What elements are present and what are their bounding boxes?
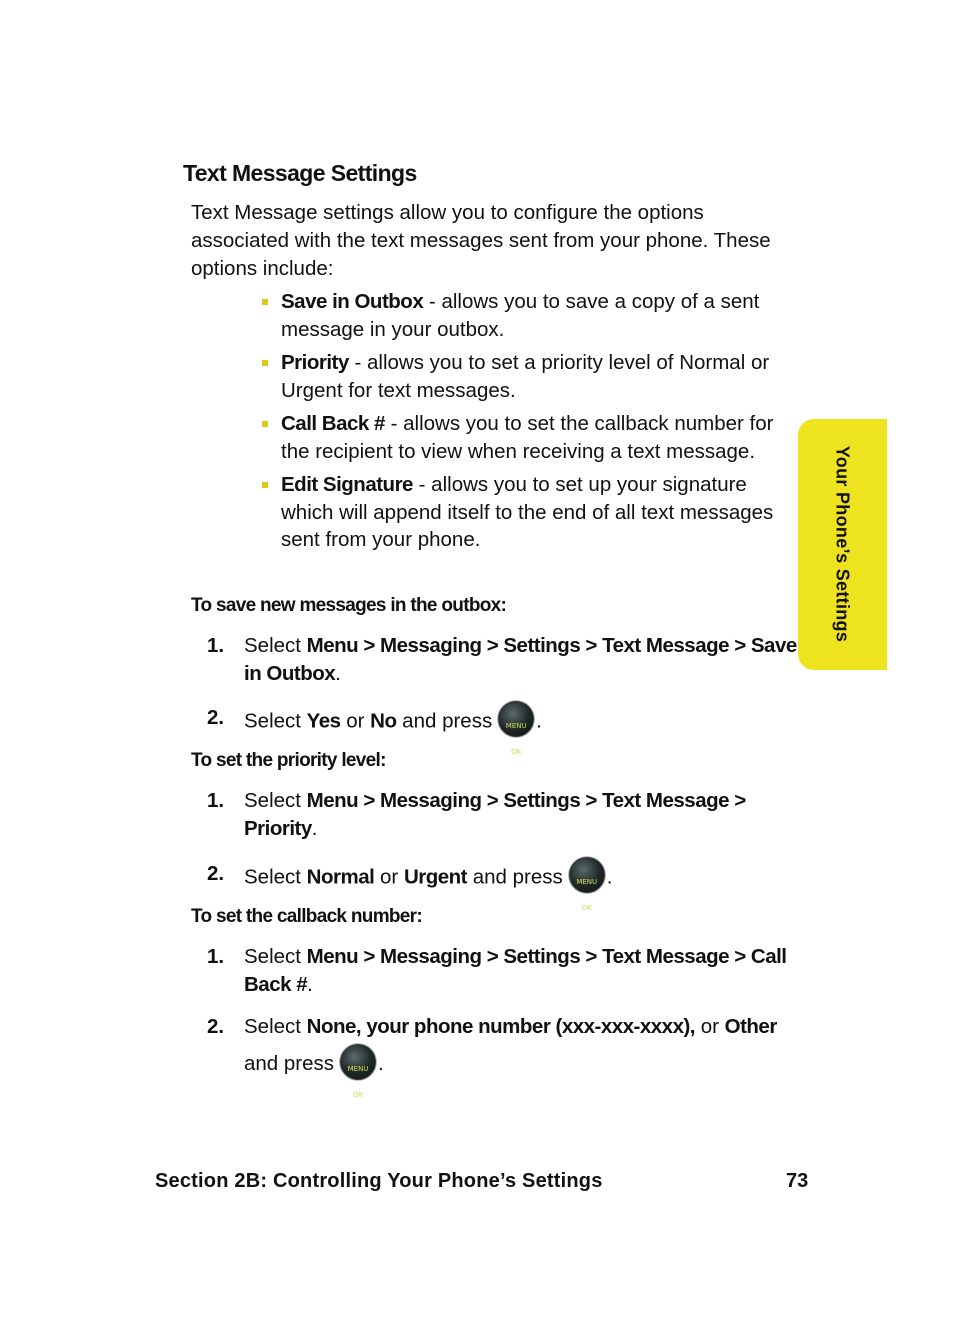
step-number: 2.: [207, 1015, 225, 1038]
step-text: Select: [244, 865, 307, 889]
section-side-tab: [798, 419, 887, 670]
footer-section-title: Section 2B: Controlling Your Phone’s Settings: [155, 1170, 603, 1192]
menu-ok-icon: MENU OK: [498, 701, 534, 737]
step-text: and press: [467, 865, 563, 889]
step-text: and press: [396, 709, 493, 733]
step-text: .: [311, 817, 318, 840]
step-text: or: [695, 1015, 725, 1038]
step-text: .: [606, 865, 613, 889]
step-text: Select: [244, 1015, 307, 1038]
step-text: Select: [244, 789, 307, 812]
step-2: [207, 1008, 807, 1099]
intro-paragraph: Text Message settings allow you to configure the options associated with the text messages sent from your phone. These options include:: [191, 201, 771, 280]
option-label: Other: [724, 1015, 777, 1038]
step-text: .: [307, 973, 313, 996]
step-1: [207, 632, 807, 688]
subsection-title: To save new messages in the outbox:: [191, 595, 507, 616]
option-label: Normal: [306, 865, 375, 889]
option-description: - allows you to set the callback number for the recipient to view when receiving a text message.: [281, 412, 774, 463]
menu-ok-icon: MENU OK: [569, 857, 605, 893]
step-2: [207, 704, 807, 756]
step-text: Select: [244, 634, 307, 657]
option-term: Priority: [281, 351, 349, 374]
page-heading: Text Message Settings: [183, 160, 417, 186]
step-number: 1.: [207, 634, 225, 657]
list-item: [262, 410, 792, 465]
option-description: - allows you to set a priority level of Normal or Urgent for text messages.: [281, 351, 770, 402]
bullet-icon: [262, 360, 268, 366]
list-item: [262, 471, 792, 554]
option-label: None, your phone number (xxx-xxx-xxxx),: [306, 1015, 695, 1038]
step-number: 2.: [207, 862, 225, 885]
step-text: .: [335, 662, 341, 685]
step-number: 2.: [207, 706, 225, 729]
step-1: [207, 787, 807, 843]
step-text: or: [340, 709, 371, 733]
menu-path: Menu > Messaging > Settings > Text Message > Priority: [244, 789, 746, 840]
bullet-icon: [262, 299, 268, 305]
page-number: 73: [786, 1170, 809, 1192]
option-term: Call Back #: [281, 412, 385, 435]
menu-ok-icon: MENU OK: [340, 1044, 376, 1080]
step-text: .: [378, 1052, 384, 1075]
bullet-icon: [262, 421, 268, 427]
option-label: Yes: [306, 709, 341, 733]
option-label: Urgent: [403, 865, 467, 889]
list-item: [262, 288, 792, 343]
options-list: [262, 288, 792, 560]
step-number: 1.: [207, 945, 225, 968]
subsection-title: To set the priority level:: [191, 750, 386, 771]
menu-path: Menu > Messaging > Settings > Text Message > Save in Outbox: [244, 634, 797, 685]
bullet-icon: [262, 482, 268, 488]
option-label: No: [370, 709, 397, 733]
list-item: [262, 349, 792, 404]
option-description: - allows you to set up your signature which will append itself to the end of all text messages sent from your phone.: [281, 473, 774, 551]
side-tab-label: Your Phone’s Settings: [832, 445, 853, 643]
step-number: 1.: [207, 789, 225, 812]
menu-path: Menu > Messaging > Settings > Text Message > Call Back #: [244, 945, 787, 996]
option-description: - allows you to save a copy of a sent message in your outbox.: [281, 290, 760, 341]
subsection-title: To set the callback number:: [191, 906, 422, 927]
step-text: Select: [244, 709, 307, 733]
step-text: Select: [244, 945, 307, 968]
step-text: .: [536, 709, 542, 733]
step-2: [207, 860, 807, 912]
step-text: or: [374, 865, 404, 889]
option-term: Save in Outbox: [281, 290, 424, 313]
step-1: [207, 943, 807, 999]
step-text: and press: [244, 1052, 335, 1075]
option-term: Edit Signature: [281, 473, 413, 496]
